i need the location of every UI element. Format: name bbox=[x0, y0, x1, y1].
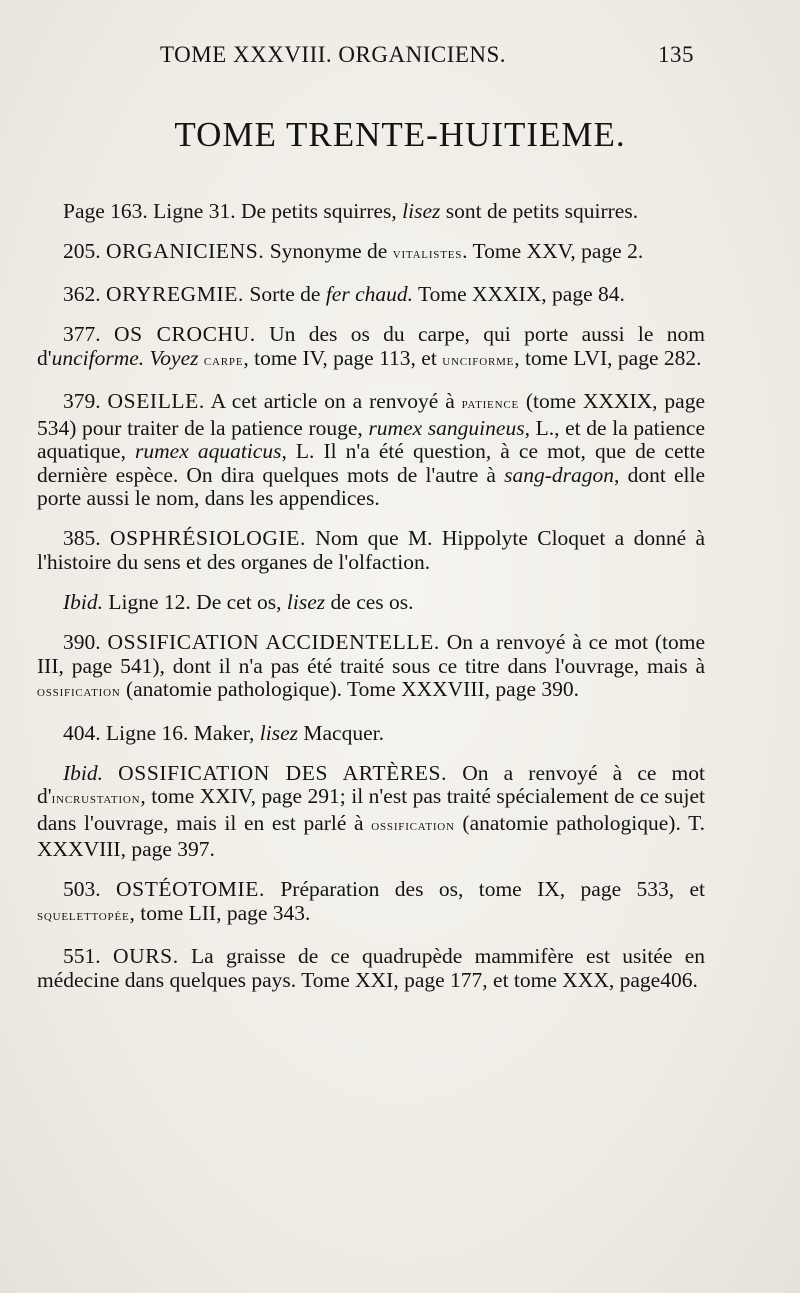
entry-text: Nom que M. Hippolyte Cloquet a donné à l'histoire du sens et des organes de l'olfaction. bbox=[37, 526, 706, 575]
entry-osteotomie bbox=[37, 878, 705, 928]
entry-text: , dont elle porte aussi le nom, dans les appendices. bbox=[37, 462, 705, 511]
entry-page-ref: 362. bbox=[63, 282, 106, 307]
entry-text: Un des os du carpe, qui porte aussi le nom d' bbox=[37, 322, 705, 370]
entry-text: Page 163. Ligne 31. De petits squirres, bbox=[63, 199, 403, 223]
entry-text: , tome LII, page 343. bbox=[129, 901, 311, 926]
entry-text: , tome IV, page 113, et bbox=[243, 345, 443, 370]
entry-italic: lisez bbox=[259, 720, 299, 745]
entry-osphresiologie bbox=[37, 527, 705, 574]
entry-cross-ref: ossification bbox=[37, 684, 121, 701]
entry-page-ref: 390. bbox=[63, 630, 108, 655]
entry-headword: OSEILLE. bbox=[107, 388, 205, 413]
entry-os-crochu bbox=[37, 323, 705, 373]
entry-page-ref: 377. bbox=[63, 322, 114, 347]
entry-text: , L., et de la patience aquatique, bbox=[37, 415, 706, 464]
entry-text: A cet article on a renvoyé à bbox=[204, 388, 462, 413]
entry-headword: OSPHRÉSIOLOGIE. bbox=[109, 526, 306, 551]
entry-text: Macquer. bbox=[298, 720, 384, 745]
entry-cross-ref: patience bbox=[461, 395, 519, 412]
entry-headword: ORGANICIENS. bbox=[106, 239, 265, 264]
entry-ibid-ligne-12 bbox=[37, 591, 705, 615]
entry-page-ref: 385. bbox=[63, 526, 110, 551]
entry-italic: lisez bbox=[402, 199, 441, 223]
entry-text: . Tome XXV, page 2. bbox=[462, 239, 644, 264]
entry-page-ref: 551. bbox=[63, 944, 113, 969]
entry-headword: OSSIFICATION DES ARTÈRES. bbox=[118, 760, 448, 785]
entry-ossification-accidentelle bbox=[37, 631, 705, 705]
entry-text: sont de petits squirres. bbox=[440, 199, 639, 223]
entry-headword: OS CROCHU. bbox=[113, 322, 256, 347]
entry-organiciens bbox=[37, 240, 705, 267]
entry-text: (tome XXXIX, page 534) pour traiter de la patience rouge, bbox=[37, 388, 705, 440]
entry-italic: unciforme. Voyez bbox=[51, 345, 199, 370]
entry-text: Ligne 12. De cet os, bbox=[103, 590, 287, 615]
entry-headword: OSTÉOTOMIE. bbox=[116, 877, 265, 902]
entry-headword: ORYREGMIE. bbox=[106, 282, 244, 307]
entry-text: Synonyme de bbox=[264, 239, 393, 264]
entry-text: (anatomie pathologique). T. XXXVIII, page 397. bbox=[37, 810, 705, 862]
entry-cross-ref: vitalistes bbox=[392, 246, 463, 263]
entry-italic: sang-dragon bbox=[504, 462, 615, 487]
entry-italic: lisez bbox=[286, 590, 326, 615]
entry-ossification-des-arteres bbox=[37, 762, 705, 862]
entry-text: On a renvoyé à ce mot (tome III, page 541), dont il n'a pas été traité sous ce titre dans l'ouvrage, mais à bbox=[37, 630, 705, 678]
entry-cross-ref: squelettopée bbox=[37, 908, 130, 925]
entry-oseille bbox=[37, 390, 705, 511]
entry-oryregmie bbox=[37, 283, 705, 307]
entry-text: , tome XXIV, page 291; il n'est pas traité spécialement de ce sujet dans l'ouvrage, mais il en est parlé à bbox=[37, 784, 705, 835]
entry-cross-ref: ossification bbox=[371, 817, 455, 834]
entry-text: de ces os. bbox=[325, 590, 414, 615]
chapter-title: TOME TRENTE-HUITIEME. bbox=[174, 115, 626, 154]
entry-page-163 bbox=[37, 200, 705, 224]
entry-text: , L. Il n'a été question, à ce mot, que de cette dernière espèce. On dira quelques mots de l'autre à bbox=[37, 439, 705, 487]
entry-page-ref: 205. bbox=[63, 239, 106, 264]
entry-text: Sorte de bbox=[244, 282, 326, 307]
entry-italic: rumex sanguineus bbox=[368, 415, 525, 440]
entry-text: 404. Ligne 16. Maker, bbox=[63, 720, 260, 745]
entry-headword: OURS. bbox=[112, 944, 179, 969]
running-title: TOME XXXVIII. ORGANICIENS. bbox=[160, 42, 507, 67]
errata-body bbox=[37, 200, 705, 1009]
page-number: 135 bbox=[658, 42, 694, 67]
entry-italic: Ibid. bbox=[63, 590, 104, 615]
entry-text bbox=[103, 761, 118, 785]
entry-italic: fer chaud. bbox=[325, 282, 413, 307]
entry-page-404 bbox=[37, 722, 705, 746]
entry-text: Tome XXXIX, page 84. bbox=[413, 282, 625, 307]
entry-text: On a renvoyé à ce mot d' bbox=[37, 760, 706, 809]
entry-cross-ref: unciforme bbox=[442, 352, 515, 369]
entry-cross-ref: incrustation bbox=[51, 791, 141, 808]
entry-text: , tome LVI, page 282. bbox=[514, 345, 702, 370]
entry-cross-ref: carpe bbox=[203, 352, 244, 369]
entry-text: Préparation des os, tome IX, page 533, et bbox=[264, 877, 706, 902]
entry-headword: OSSIFICATION ACCIDENTELLE. bbox=[107, 630, 440, 655]
entry-text: (anatomie pathologique). Tome XXXVIII, page 390. bbox=[120, 677, 579, 702]
entry-italic: Ibid. bbox=[63, 760, 104, 785]
running-header bbox=[160, 42, 700, 76]
entry-italic: rumex aquaticus bbox=[135, 439, 282, 464]
entry-page-ref: 379. bbox=[63, 388, 108, 413]
entry-page-ref: 503. bbox=[63, 877, 117, 902]
entry-ours bbox=[37, 945, 705, 992]
entry-text: La graisse de ce quadrupède mammifère est usitée en médecine dans quelques pays. Tome XXI, page 177, et tome XXX, page406. bbox=[37, 944, 706, 992]
